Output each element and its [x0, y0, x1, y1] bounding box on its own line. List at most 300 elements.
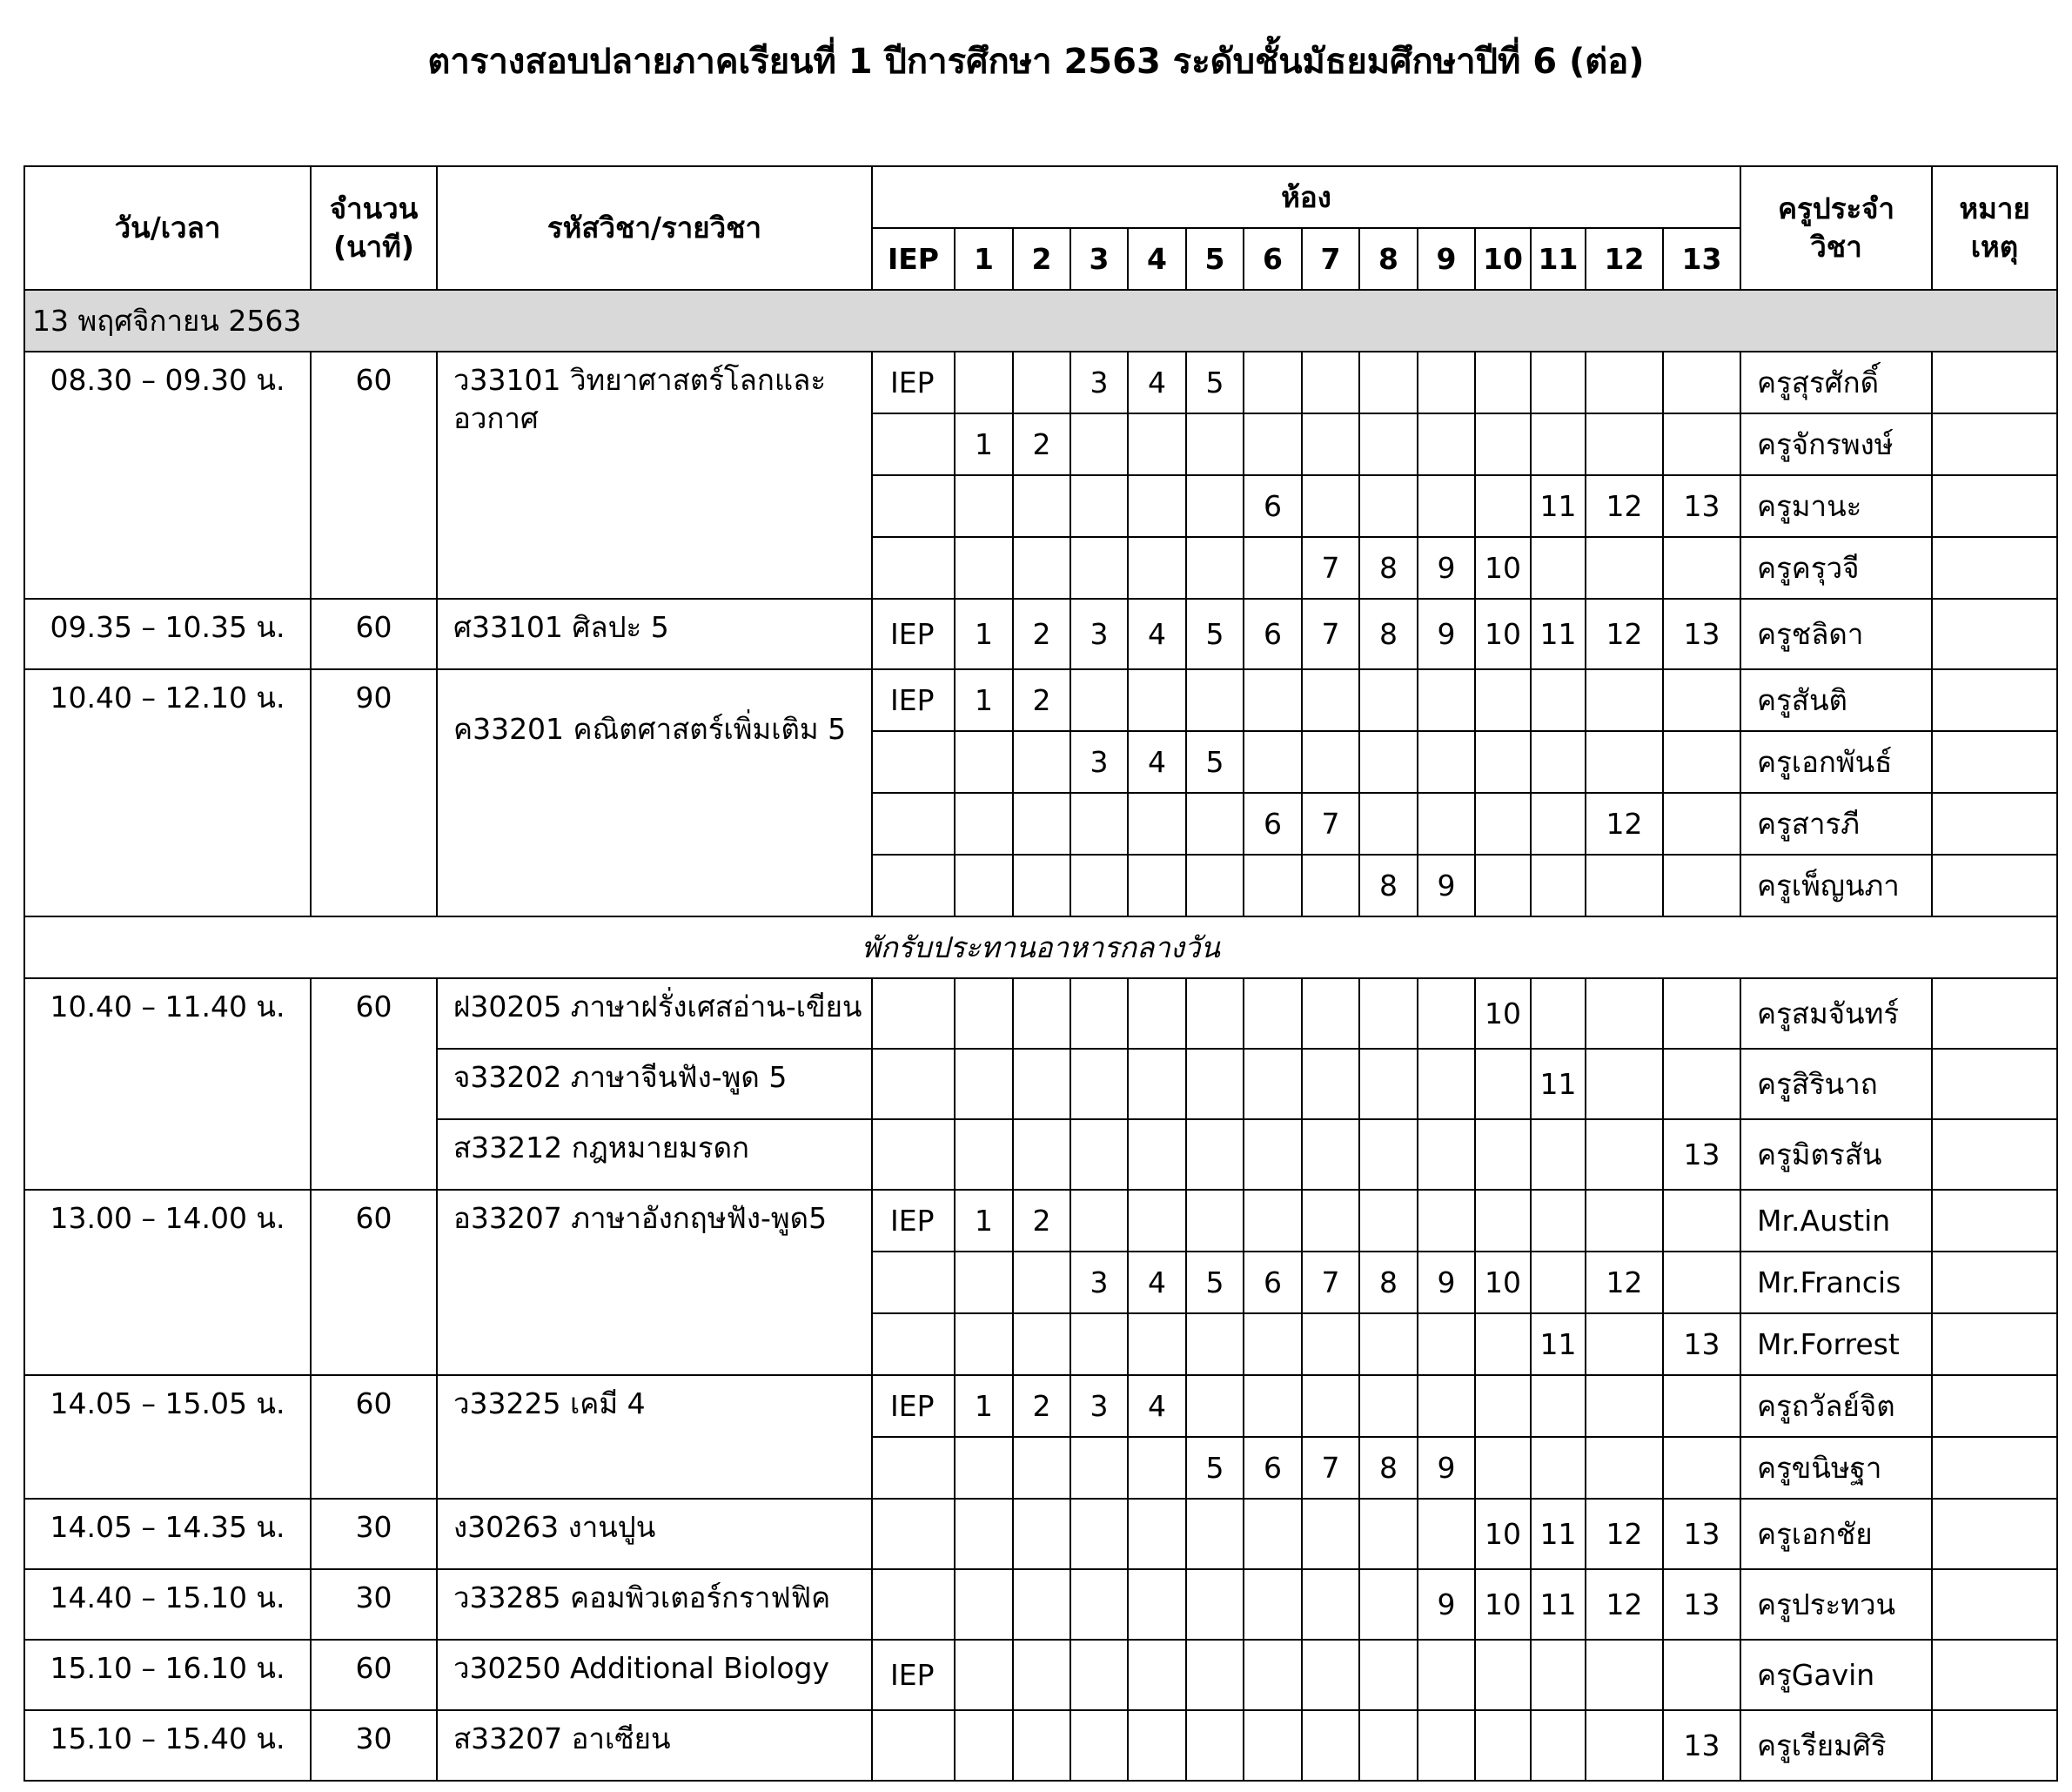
- room-cell-10: 10: [1475, 1252, 1531, 1313]
- room-cell-10: [1475, 1190, 1531, 1252]
- note-cell: [1932, 1437, 2057, 1499]
- room-cell-11: [1531, 1252, 1586, 1313]
- room-cell-iep: IEP: [872, 1190, 955, 1252]
- room-cell-8: 8: [1359, 855, 1418, 916]
- room-cell-iep: [872, 1119, 955, 1190]
- room-cell-10: [1475, 669, 1531, 731]
- room-cell-8: [1359, 1710, 1418, 1781]
- room-cell-iep: [872, 855, 955, 916]
- note-cell: [1932, 1569, 2057, 1640]
- exam-time: 15.10 – 16.10 น.: [24, 1640, 311, 1710]
- room-cell-iep: IEP: [872, 1640, 955, 1710]
- room-cell-8: [1359, 1119, 1418, 1190]
- date-cell: 13 พฤศจิกายน 2563: [24, 290, 2057, 352]
- room-cell-11: [1531, 1375, 1586, 1437]
- room-cell-8: 8: [1359, 599, 1418, 669]
- header-note-line1: หมาย: [1959, 191, 2030, 225]
- room-cell-1: 1: [955, 669, 1013, 731]
- room-cell-11: [1531, 1437, 1586, 1499]
- schedule-row: [24, 1375, 2057, 1437]
- room-cell-11: 11: [1531, 1499, 1586, 1569]
- room-cell-4: [1128, 1640, 1186, 1710]
- room-cell-13: 13: [1663, 1499, 1740, 1569]
- subject-name: ว33101 วิทยาศาสตร์โลกและอวกาศ: [437, 352, 872, 599]
- header-room-12: 12: [1586, 228, 1663, 290]
- room-cell-13: 13: [1663, 1313, 1740, 1375]
- header-note-line2: เหตุ: [1970, 230, 2019, 264]
- room-cell-1: [955, 731, 1013, 793]
- header-rooms: ห้อง: [872, 166, 1740, 228]
- room-cell-3: 3: [1070, 731, 1128, 793]
- room-cell-7: 7: [1302, 1252, 1359, 1313]
- note-cell: [1932, 1252, 2057, 1313]
- teacher-name: ครูขนิษฐา: [1740, 1437, 1932, 1499]
- room-cell-3: [1070, 413, 1128, 475]
- room-cell-4: 4: [1128, 1252, 1186, 1313]
- room-cell-8: [1359, 1375, 1418, 1437]
- header-duration-line1: จำนวน: [329, 191, 419, 225]
- room-cell-4: [1128, 413, 1186, 475]
- room-cell-12: [1586, 1313, 1663, 1375]
- teacher-name: ครูสิรินาถ: [1740, 1049, 1932, 1119]
- room-cell-4: [1128, 1499, 1186, 1569]
- room-cell-8: 8: [1359, 537, 1418, 599]
- room-cell-7: [1302, 1375, 1359, 1437]
- room-cell-11: [1531, 352, 1586, 413]
- room-cell-9: 9: [1418, 1252, 1475, 1313]
- room-cell-12: [1586, 1437, 1663, 1499]
- room-cell-4: [1128, 537, 1186, 599]
- room-cell-7: [1302, 413, 1359, 475]
- room-cell-2: [1013, 1640, 1070, 1710]
- room-cell-5: [1186, 978, 1244, 1049]
- exam-time: 14.05 – 15.05 น.: [24, 1375, 311, 1499]
- room-cell-9: 9: [1418, 1437, 1475, 1499]
- room-cell-10: [1475, 1710, 1531, 1781]
- note-cell: [1932, 475, 2057, 537]
- room-cell-11: [1531, 413, 1586, 475]
- exam-time: 13.00 – 14.00 น.: [24, 1190, 311, 1375]
- room-cell-12: [1586, 1119, 1663, 1190]
- room-cell-7: [1302, 669, 1359, 731]
- room-cell-11: [1531, 978, 1586, 1049]
- room-cell-13: [1663, 352, 1740, 413]
- room-cell-13: [1663, 731, 1740, 793]
- room-cell-9: [1418, 352, 1475, 413]
- room-cell-3: [1070, 1640, 1128, 1710]
- header-room-7: 7: [1302, 228, 1359, 290]
- room-cell-13: [1663, 1049, 1740, 1119]
- room-cell-9: [1418, 669, 1475, 731]
- note-cell: [1932, 1190, 2057, 1252]
- room-cell-1: [955, 1252, 1013, 1313]
- room-cell-7: [1302, 475, 1359, 537]
- room-cell-1: 1: [955, 1375, 1013, 1437]
- exam-time: 09.35 – 10.35 น.: [24, 599, 311, 669]
- teacher-name: ครูครุวจี: [1740, 537, 1932, 599]
- room-cell-4: [1128, 1710, 1186, 1781]
- room-cell-7: 7: [1302, 793, 1359, 855]
- room-cell-13: 13: [1663, 1569, 1740, 1640]
- room-cell-3: 3: [1070, 1252, 1128, 1313]
- room-cell-10: [1475, 1119, 1531, 1190]
- room-cell-5: 5: [1186, 731, 1244, 793]
- exam-duration: 60: [311, 1375, 437, 1499]
- note-cell: [1932, 1710, 2057, 1781]
- room-cell-3: [1070, 1119, 1128, 1190]
- room-cell-iep: IEP: [872, 599, 955, 669]
- room-cell-11: 11: [1531, 1569, 1586, 1640]
- room-cell-1: [955, 1049, 1013, 1119]
- room-cell-2: [1013, 1313, 1070, 1375]
- teacher-name: Mr.Forrest: [1740, 1313, 1932, 1375]
- room-cell-7: [1302, 1190, 1359, 1252]
- header-room-4: 4: [1128, 228, 1186, 290]
- room-cell-6: 6: [1244, 1437, 1302, 1499]
- room-cell-5: [1186, 1049, 1244, 1119]
- room-cell-2: [1013, 475, 1070, 537]
- schedule-row: [24, 978, 2057, 1049]
- exam-time: 10.40 – 12.10 น.: [24, 669, 311, 916]
- room-cell-iep: [872, 1569, 955, 1640]
- room-cell-iep: IEP: [872, 669, 955, 731]
- room-cell-8: [1359, 669, 1418, 731]
- header-room-iep: IEP: [872, 228, 955, 290]
- room-cell-5: [1186, 1119, 1244, 1190]
- room-cell-9: [1418, 731, 1475, 793]
- exam-time: 14.05 – 14.35 น.: [24, 1499, 311, 1569]
- schedule-row: [24, 1499, 2057, 1569]
- room-cell-12: [1586, 855, 1663, 916]
- room-cell-8: 8: [1359, 1437, 1418, 1499]
- room-cell-10: [1475, 475, 1531, 537]
- room-cell-2: [1013, 855, 1070, 916]
- note-cell: [1932, 855, 2057, 916]
- room-cell-2: [1013, 1569, 1070, 1640]
- room-cell-6: [1244, 855, 1302, 916]
- header-room-6: 6: [1244, 228, 1302, 290]
- room-cell-8: [1359, 1313, 1418, 1375]
- room-cell-6: [1244, 1710, 1302, 1781]
- room-cell-10: 10: [1475, 1569, 1531, 1640]
- room-cell-iep: [872, 1252, 955, 1313]
- room-cell-4: [1128, 1119, 1186, 1190]
- header-room-10: 10: [1475, 228, 1531, 290]
- room-cell-7: [1302, 1049, 1359, 1119]
- room-cell-8: 8: [1359, 1252, 1418, 1313]
- room-cell-6: 6: [1244, 475, 1302, 537]
- room-cell-3: 3: [1070, 352, 1128, 413]
- teacher-name: ครูมิตรสัน: [1740, 1119, 1932, 1190]
- schedule-row: [24, 1190, 2057, 1252]
- room-cell-12: [1586, 1190, 1663, 1252]
- teacher-name: ครูเรียมศิริ: [1740, 1710, 1932, 1781]
- schedule-row: [24, 1710, 2057, 1781]
- room-cell-13: 13: [1663, 599, 1740, 669]
- room-cell-9: [1418, 1710, 1475, 1781]
- room-cell-4: [1128, 1313, 1186, 1375]
- teacher-name: ครูจักรพงษ์: [1740, 413, 1932, 475]
- room-cell-11: [1531, 1710, 1586, 1781]
- room-cell-2: [1013, 1499, 1070, 1569]
- room-cell-13: [1663, 1190, 1740, 1252]
- room-cell-iep: [872, 537, 955, 599]
- room-cell-11: [1531, 793, 1586, 855]
- room-cell-5: [1186, 1375, 1244, 1437]
- room-cell-11: 11: [1531, 475, 1586, 537]
- room-cell-8: [1359, 1049, 1418, 1119]
- room-cell-12: 12: [1586, 475, 1663, 537]
- note-cell: [1932, 1119, 2057, 1190]
- room-cell-iep: [872, 793, 955, 855]
- room-cell-6: [1244, 731, 1302, 793]
- room-cell-4: [1128, 855, 1186, 916]
- room-cell-2: 2: [1013, 413, 1070, 475]
- room-cell-9: [1418, 1313, 1475, 1375]
- room-cell-11: [1531, 537, 1586, 599]
- room-cell-12: 12: [1586, 793, 1663, 855]
- room-cell-3: [1070, 1437, 1128, 1499]
- room-cell-5: [1186, 537, 1244, 599]
- room-cell-6: [1244, 1313, 1302, 1375]
- room-cell-9: [1418, 413, 1475, 475]
- room-cell-10: [1475, 413, 1531, 475]
- room-cell-7: [1302, 1499, 1359, 1569]
- room-cell-3: [1070, 475, 1128, 537]
- room-cell-5: 5: [1186, 599, 1244, 669]
- room-cell-8: [1359, 475, 1418, 537]
- room-cell-8: [1359, 978, 1418, 1049]
- room-cell-8: [1359, 352, 1418, 413]
- room-cell-7: [1302, 1119, 1359, 1190]
- room-cell-8: [1359, 731, 1418, 793]
- subject-name: ค33201 คณิตศาสตร์เพิ่มเติม 5: [437, 669, 872, 916]
- teacher-name: Mr.Austin: [1740, 1190, 1932, 1252]
- room-cell-11: [1531, 1640, 1586, 1710]
- exam-duration: 60: [311, 978, 437, 1190]
- header-room-9: 9: [1418, 228, 1475, 290]
- room-cell-11: [1531, 669, 1586, 731]
- room-cell-1: [955, 1499, 1013, 1569]
- room-cell-2: [1013, 537, 1070, 599]
- header-room-1: 1: [955, 228, 1013, 290]
- room-cell-12: [1586, 1375, 1663, 1437]
- teacher-name: ครูชลิดา: [1740, 599, 1932, 669]
- header-teacher-line1: ครูประจำ: [1777, 191, 1895, 225]
- room-cell-4: 4: [1128, 599, 1186, 669]
- exam-time: 14.40 – 15.10 น.: [24, 1569, 311, 1640]
- lunch-break-row: [24, 916, 2057, 978]
- exam-duration: 60: [311, 352, 437, 599]
- room-cell-13: [1663, 1375, 1740, 1437]
- teacher-name: ครูสันติ: [1740, 669, 1932, 731]
- exam-duration: 90: [311, 669, 437, 916]
- schedule-row: [24, 669, 2057, 731]
- room-cell-6: 6: [1244, 1252, 1302, 1313]
- header-note: [1932, 166, 2057, 290]
- subject-name: ฝ30205 ภาษาฝรั่งเศสอ่าน-เขียน: [437, 978, 872, 1049]
- room-cell-3: [1070, 1569, 1128, 1640]
- room-cell-4: [1128, 475, 1186, 537]
- room-cell-3: [1070, 978, 1128, 1049]
- room-cell-2: [1013, 352, 1070, 413]
- room-cell-11: [1531, 1190, 1586, 1252]
- room-cell-8: [1359, 793, 1418, 855]
- room-cell-1: [955, 1437, 1013, 1499]
- room-cell-7: [1302, 1569, 1359, 1640]
- room-cell-6: [1244, 1049, 1302, 1119]
- page-title: ตารางสอบปลายภาคเรียนที่ 1 ปีการศึกษา 2563 ระดับชั้นมัธยมศึกษาปีที่ 6 (ต่อ): [427, 42, 1645, 82]
- room-cell-5: [1186, 1710, 1244, 1781]
- room-cell-1: [955, 1119, 1013, 1190]
- room-cell-12: 12: [1586, 1569, 1663, 1640]
- room-cell-4: [1128, 1049, 1186, 1119]
- note-cell: [1932, 1049, 2057, 1119]
- header-room-2: 2: [1013, 228, 1070, 290]
- note-cell: [1932, 669, 2057, 731]
- room-cell-6: [1244, 1569, 1302, 1640]
- room-cell-iep: [872, 475, 955, 537]
- room-cell-6: [1244, 1499, 1302, 1569]
- room-cell-iep: [872, 413, 955, 475]
- note-cell: [1932, 537, 2057, 599]
- header-teacher-line2: วิชา: [1810, 230, 1862, 264]
- exam-time: 10.40 – 11.40 น.: [24, 978, 311, 1190]
- room-cell-13: [1663, 1252, 1740, 1313]
- exam-duration: 30: [311, 1569, 437, 1640]
- room-cell-10: [1475, 1437, 1531, 1499]
- room-cell-12: 12: [1586, 1499, 1663, 1569]
- room-cell-7: [1302, 1640, 1359, 1710]
- teacher-name: ครูสุรศักดิ์: [1740, 352, 1932, 413]
- room-cell-5: [1186, 793, 1244, 855]
- room-cell-4: [1128, 1190, 1186, 1252]
- room-cell-9: [1418, 1499, 1475, 1569]
- teacher-name: ครูมานะ: [1740, 475, 1932, 537]
- room-cell-4: 4: [1128, 352, 1186, 413]
- schedule-row: [24, 1569, 2057, 1640]
- room-cell-11: [1531, 855, 1586, 916]
- room-cell-12: [1586, 1049, 1663, 1119]
- room-cell-5: 5: [1186, 352, 1244, 413]
- room-cell-3: 3: [1070, 1375, 1128, 1437]
- room-cell-iep: [872, 1499, 955, 1569]
- room-cell-6: 6: [1244, 793, 1302, 855]
- subject-name: ว33285 คอมพิวเตอร์กราฟฟิค: [437, 1569, 872, 1640]
- note-cell: [1932, 1640, 2057, 1710]
- note-cell: [1932, 599, 2057, 669]
- room-cell-5: [1186, 1499, 1244, 1569]
- room-cell-6: [1244, 413, 1302, 475]
- room-cell-2: [1013, 793, 1070, 855]
- room-cell-3: [1070, 1313, 1128, 1375]
- room-cell-12: [1586, 352, 1663, 413]
- room-cell-13: [1663, 1640, 1740, 1710]
- room-cell-iep: [872, 978, 955, 1049]
- room-cell-3: [1070, 1190, 1128, 1252]
- room-cell-1: [955, 352, 1013, 413]
- teacher-name: ครูเอกพันธ์: [1740, 731, 1932, 793]
- room-cell-8: [1359, 1190, 1418, 1252]
- room-cell-10: [1475, 1640, 1531, 1710]
- room-cell-4: [1128, 978, 1186, 1049]
- header-time: วัน/เวลา: [24, 166, 311, 290]
- room-cell-1: 1: [955, 599, 1013, 669]
- teacher-name: ครูประทวน: [1740, 1569, 1932, 1640]
- header-room-5: 5: [1186, 228, 1244, 290]
- room-cell-13: 13: [1663, 475, 1740, 537]
- room-cell-1: 1: [955, 413, 1013, 475]
- room-cell-13: [1663, 1437, 1740, 1499]
- room-cell-3: 3: [1070, 599, 1128, 669]
- note-cell: [1932, 1313, 2057, 1375]
- room-cell-6: [1244, 1119, 1302, 1190]
- room-cell-1: [955, 537, 1013, 599]
- room-cell-13: [1663, 978, 1740, 1049]
- note-cell: [1932, 1375, 2057, 1437]
- room-cell-9: [1418, 475, 1475, 537]
- room-cell-6: [1244, 1640, 1302, 1710]
- note-cell: [1932, 793, 2057, 855]
- note-cell: [1932, 731, 2057, 793]
- header-room-3: 3: [1070, 228, 1128, 290]
- header-duration-line2: (นาที): [332, 230, 414, 264]
- room-cell-11: [1531, 731, 1586, 793]
- exam-duration: 60: [311, 1190, 437, 1375]
- room-cell-5: [1186, 475, 1244, 537]
- table-body: [24, 290, 2057, 1781]
- room-cell-iep: [872, 731, 955, 793]
- room-cell-3: [1070, 1499, 1128, 1569]
- room-cell-10: [1475, 1049, 1531, 1119]
- note-cell: [1932, 413, 2057, 475]
- room-cell-3: [1070, 793, 1128, 855]
- exam-duration: 30: [311, 1499, 437, 1569]
- room-cell-2: [1013, 1437, 1070, 1499]
- room-cell-9: [1418, 1119, 1475, 1190]
- room-cell-10: [1475, 352, 1531, 413]
- room-cell-1: [955, 1569, 1013, 1640]
- subject-name: อ33207 ภาษาอังกฤษฟัง-พูด5: [437, 1190, 872, 1375]
- exam-duration: 30: [311, 1710, 437, 1781]
- room-cell-6: [1244, 669, 1302, 731]
- note-cell: [1932, 352, 2057, 413]
- room-cell-5: [1186, 1313, 1244, 1375]
- schedule-row: [24, 352, 2057, 413]
- header-room-11: 11: [1531, 228, 1586, 290]
- room-cell-1: [955, 1640, 1013, 1710]
- room-cell-10: [1475, 855, 1531, 916]
- room-cell-5: [1186, 669, 1244, 731]
- room-cell-12: [1586, 413, 1663, 475]
- room-cell-2: [1013, 1049, 1070, 1119]
- header-teacher: [1740, 166, 1932, 290]
- room-cell-7: [1302, 731, 1359, 793]
- room-cell-iep: IEP: [872, 352, 955, 413]
- room-cell-7: 7: [1302, 537, 1359, 599]
- room-cell-iep: [872, 1049, 955, 1119]
- room-cell-13: 13: [1663, 1710, 1740, 1781]
- room-cell-5: [1186, 1640, 1244, 1710]
- room-cell-9: [1418, 978, 1475, 1049]
- room-cell-6: [1244, 1190, 1302, 1252]
- room-cell-4: [1128, 1437, 1186, 1499]
- subject-name: ว33225 เคมี 4: [437, 1375, 872, 1499]
- room-cell-9: [1418, 1190, 1475, 1252]
- room-cell-10: [1475, 793, 1531, 855]
- room-cell-2: [1013, 978, 1070, 1049]
- room-cell-13: [1663, 669, 1740, 731]
